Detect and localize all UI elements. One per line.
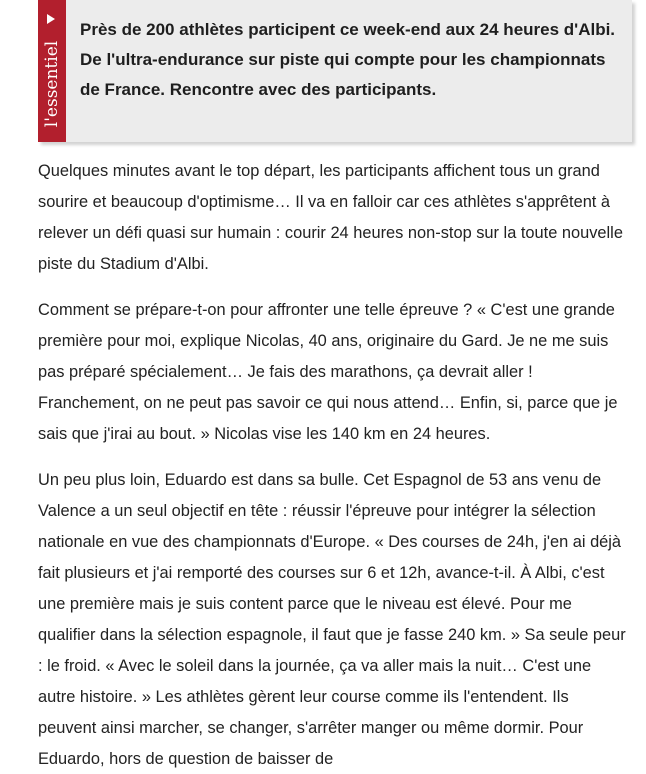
article-paragraph-3: Un peu plus loin, Eduardo est dans sa bulle. Cet Espagnol de 53 ans venu de Valence a un seul objectif en tête : réussir l'épreuve pour intégrer la sélection nationale en vue des championnats d'Europe. « Des courses de 24h, j'en ai déjà fait plusieurs et j'ai remporté des courses sur 6 et 12h, avance-t-il. À Albi, c'est une première mais je suis content parce que le niveau est élevé. Pour me qualifier dans la sélection espagnole, il faut que je fasse 240 km. » Sa seule peur : le froid. « Avec le soleil dans la journée, ça va aller mais la nuit… C'est une autre histoire. » Les athlètes gèrent leur course comme ils l'entendent. Ils peuvent ainsi marcher, se changer, s'arrêter manger ou même dormir. Pour Eduardo, hors de question de baisser de — [38, 471, 626, 768]
article-paragraph-2: Comment se prépare-t-on pour affronter une telle épreuve ? « C'est une grande première pour moi, explique Nicolas, 40 ans, originaire du Gard. Je ne me suis pas préparé spécialement… Je fais des marathons, ça devrait aller ! Franchement, on ne peut pas savoir ce qui nous attend… Enfin, si, parce que je sais que j'irai au bout. » Nicolas vise les 140 km en 24 heures. — [38, 301, 618, 443]
essentiel-label: l'essentiel — [42, 40, 62, 128]
essentiel-summary: Près de 200 athlètes participent ce week-end aux 24 heures d'Albi. De l'ultra-endurance sur piste qui compte pour les championnats de France. Rencontre avec des participants. — [80, 20, 616, 99]
article-paragraph-1: Quelques minutes avant le top départ, les participants affichent tous un grand sourire et beaucoup d'optimisme… Il va en falloir car ces athlètes s'apprêtent à relever un défi quasi sur humain : courir 24 heures non-stop sur la toute nouvelle piste du Stadium d'Albi. — [38, 162, 623, 273]
article-body — [38, 156, 630, 774]
essentiel-tab — [38, 0, 66, 142]
arrow-right-icon — [47, 14, 55, 24]
essentiel-box — [38, 0, 632, 142]
